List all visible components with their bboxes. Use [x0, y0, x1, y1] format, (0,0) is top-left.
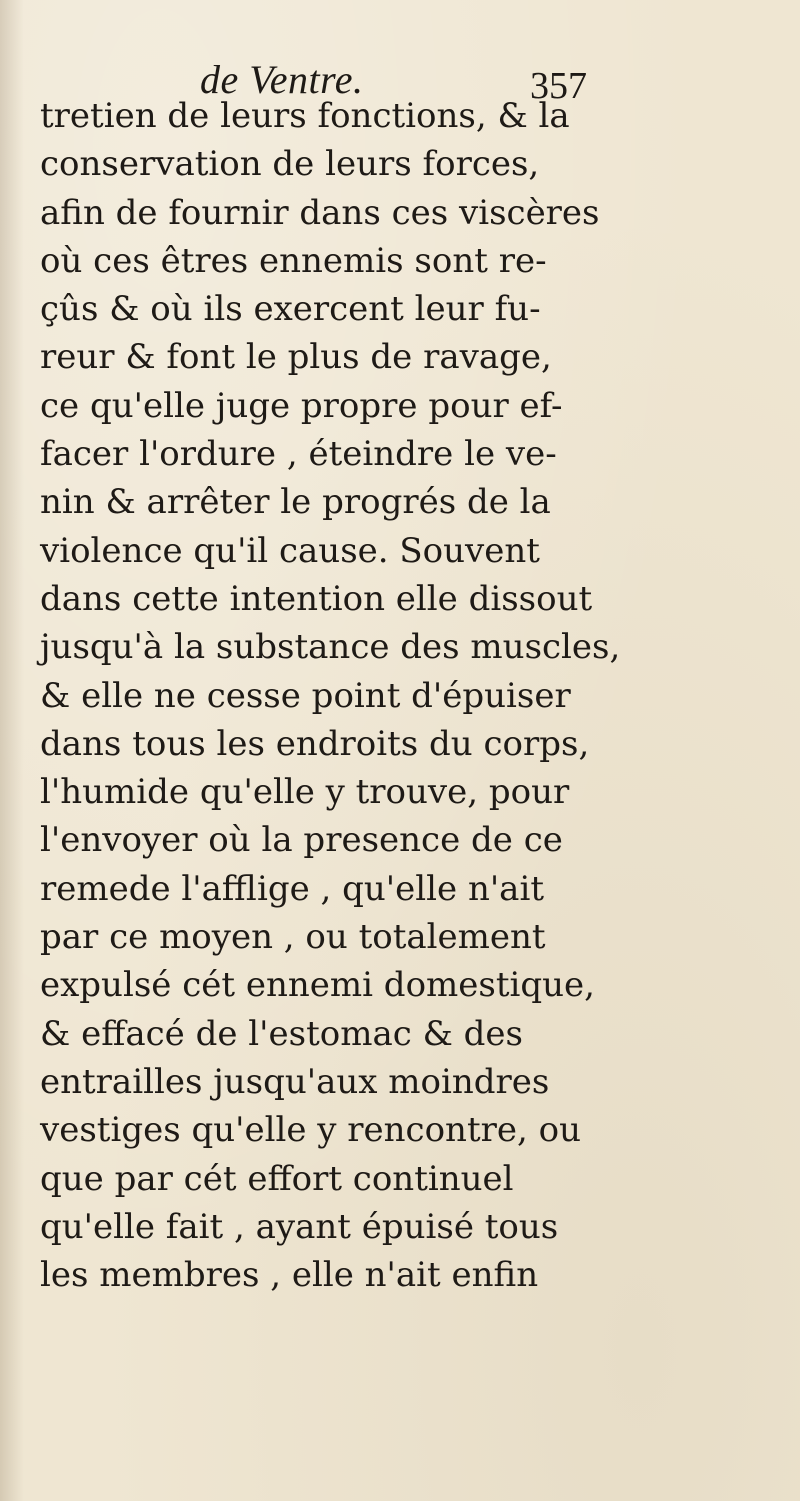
- text-line: l'envoyer où la presence de ce: [40, 820, 563, 861]
- text-line: dans tous les endroits du corps,: [40, 723, 590, 764]
- text-line: & elle ne cesse point d'épuiser: [40, 675, 571, 716]
- text-line: & effacé de l'estomac & des: [40, 1013, 523, 1054]
- text-line: jusqu'à la substance des muscles,: [40, 627, 621, 668]
- text-line: facer l'ordure , éteindre le ve-: [40, 434, 557, 475]
- text-line: expulsé cét ennemi domestique,: [40, 965, 595, 1006]
- text-line: où ces êtres ennemis sont re-: [40, 240, 547, 281]
- page-gutter-shadow: [0, 0, 24, 1501]
- text-line: vestiges qu'elle y rencontre, ou: [40, 1110, 581, 1151]
- text-line: conservation de leurs forces,: [40, 144, 540, 185]
- text-line: que par cét effort continuel: [40, 1158, 514, 1199]
- text-line: tretien de leurs fonctions, & la: [40, 96, 570, 136]
- running-head: de Ventre.: [200, 57, 364, 102]
- text-line: remede l'afflige , qu'elle n'ait: [40, 868, 544, 909]
- text-line: qu'elle fait , ayant épuisé tous: [40, 1206, 559, 1247]
- text-line: çûs & où ils exercent leur fu-: [40, 289, 541, 330]
- text-line: ce qu'elle juge propre pour ef-: [40, 385, 563, 426]
- text-line: nin & arrêter le progrés de la: [40, 482, 551, 523]
- text-line: violence qu'il cause. Souvent: [40, 530, 540, 571]
- text-line: reur & font le plus de ravage,: [40, 337, 552, 378]
- text-line: afin de fournir dans ces viscères: [40, 192, 600, 233]
- text-line: l'humide qu'elle y trouve, pour: [40, 772, 570, 813]
- text-line: entrailles jusqu'aux moindres: [40, 1061, 550, 1102]
- text-line: les membres , elle n'ait enfin: [40, 1255, 539, 1296]
- body-text: [40, 92, 780, 1299]
- text-line: par ce moyen , ou totalement: [40, 917, 546, 958]
- text-line: dans cette intention elle dissout: [40, 578, 593, 619]
- page-number: 357: [530, 65, 587, 107]
